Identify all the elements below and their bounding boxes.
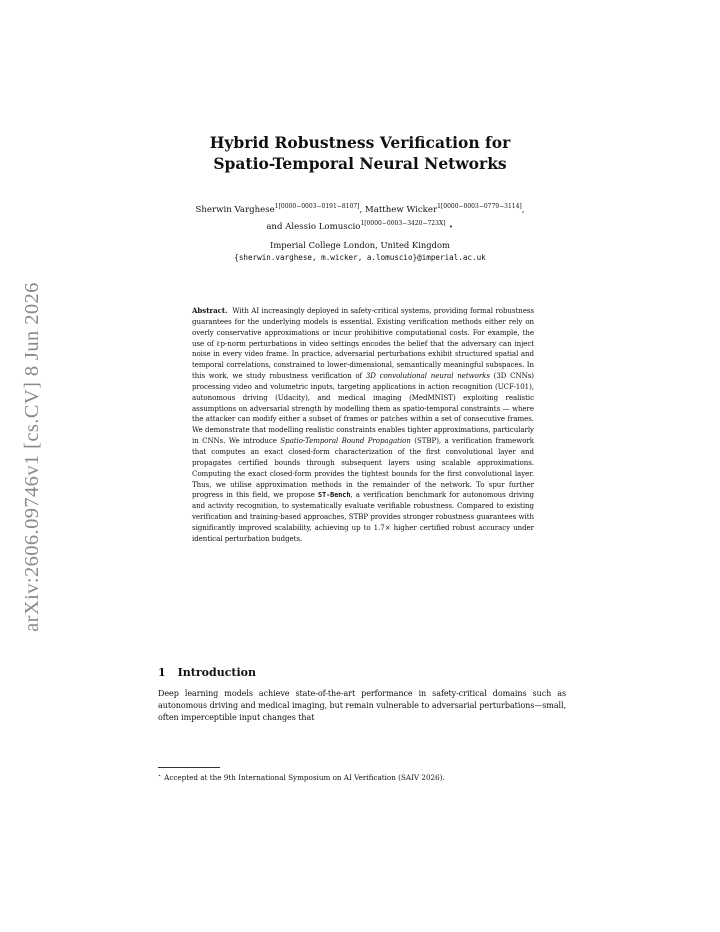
intro-paragraph: Deep learning models achieve state-of-the-art performance in safety-critical domains such as autonomous driving and medical imaging, but remain vulnerable to adversarial perturbations—small, often imperceptible input changes that <box>158 689 566 722</box>
abstract <box>192 306 534 545</box>
author-orcid: 1[0000−0003−0779−3114] <box>437 203 522 210</box>
footnote <box>158 771 578 783</box>
author-orcid: 1[0000−0003−0191−8107] <box>274 203 360 210</box>
footnote-mark: ⋆ <box>158 773 162 779</box>
abstract-label: Abstract. <box>192 306 228 315</box>
title-line-2: Spatio-Temporal Neural Networks <box>213 154 507 173</box>
arxiv-identifier: arXiv:2606.09746v1 [cs.CV] 8 Jun 2026 <box>21 282 43 632</box>
author-orcid: 1[0000−0003−3420−723X] <box>360 220 446 227</box>
paper-title <box>0 132 720 174</box>
abstract-emphasis: 3D convolutional neural networks <box>365 371 490 381</box>
abstract-emphasis: Spatio-Temporal Bound Propagation <box>280 436 411 446</box>
section-title: Introduction <box>177 666 256 679</box>
affiliation-block <box>0 239 720 264</box>
author-emails: {sherwin.varghese, m.wicker, a.lomuscio}@imperial.ac.uk <box>234 252 486 262</box>
abstract-text: -norm perturbations in video settings encodes the belief that the adversary can inject noise in every video frame. In practice, adversarial perturbations exhibit structured spatial and temporal correlations, constrained to lower-dimensional, semantically meaningful subspaces. In this work, we study robustness verification of <box>192 338 534 381</box>
abstract-text: With AI increasingly deployed in safety-critical systems, providing formal robustness guarantees for the underlying models is essential. Existing verification methods either rely on overly conservative approximations or incur prohibitive computational costs. For example, the use of <box>192 306 534 348</box>
footnote-text: Accepted at the 9th International Symposium on AI Verification (SAIV 2026). <box>164 773 445 782</box>
author-list: Sherwin Varghese$^{1[0000-0003-0191-8107]}$, Matthew Wicker$^{1[0000-0003-0779-3114]}$, and Alessio Lomuscio$^{1[0000-0003-3420-723X]}$ ⋆ <box>195 203 525 232</box>
abstract-text: , a verification benchmark for autonomous driving and activity recognition, to systematically evaluate verifiable robustness. Compared to existing verification and training-based approaches, STBP provides stronger robustness guarantees with significantly improved scalability, achieving up to 1.7× higher certified robust accuracy under identical perturbation budgets. <box>192 490 534 543</box>
section-heading <box>158 666 256 679</box>
author-name: Sherwin Varghese <box>195 205 275 215</box>
benchmark-name: ST-Bench <box>318 491 351 500</box>
affiliation: Imperial College London, United Kingdom <box>270 240 450 250</box>
abstract-text: (STBP), a verification framework that computes an exact closed-form characterization of the first convolutional layer and propagates certified bounds through subsequent layers using scalable approximations. Computing the exact closed-form provides the tightest bounds for the first convolutional layer. Thus, we utilise approximation methods in the remainder of the network. To spur further progress in this field, we propose <box>192 436 534 500</box>
author-name: Matthew Wicker <box>364 205 438 215</box>
lp-norm-symbol: ℓp <box>216 338 225 348</box>
section-number: 1 <box>158 666 166 679</box>
footnote-divider <box>158 767 220 768</box>
abstract-text: (3D CNNs) processing video and volumetric inputs, targeting applications in action recognition (UCF-101), autonomous driving (Udacity), and medical imaging (MedMNIST) exploiting realistic assumptions on adversarial strength by modelling them as spatio-temporal constraints — where the attacker can modify either a subset of frames or patches within a set of consecutive frames. We demonstrate that modelling realistic constraints enables tighter approximations, particularly in CNNs. We introduce <box>192 371 534 446</box>
author-name: and Alessio Lomuscio <box>266 222 361 232</box>
title-line-1: Hybrid Robustness Verification for <box>209 133 511 152</box>
author-footnote-mark: ⋆ <box>448 222 454 232</box>
